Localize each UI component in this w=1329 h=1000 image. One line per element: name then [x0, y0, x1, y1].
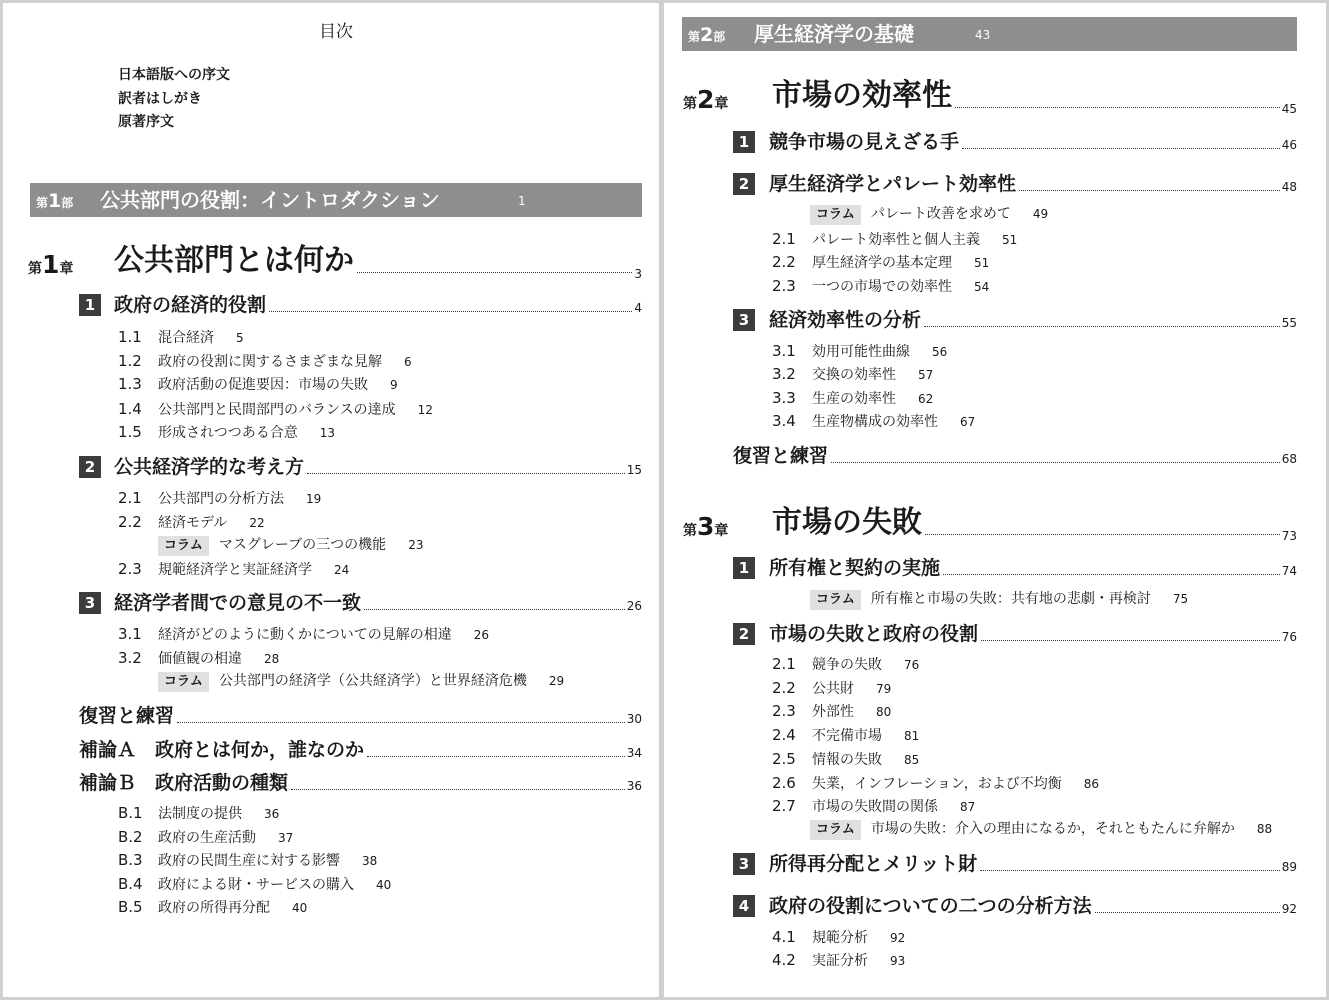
- chapter-label: 第2章: [683, 85, 729, 114]
- section-3[interactable]: [733, 308, 1297, 332]
- subsection-item[interactable]: 2.5 情報の失敗 85: [772, 750, 920, 768]
- subsection-item[interactable]: 4.1 規範分析 92: [772, 928, 906, 946]
- section-page: 34: [626, 746, 642, 760]
- column-item[interactable]: コラム 市場の失敗：介入の理由になるか，それともたんに弁解か 88: [810, 819, 1272, 840]
- section-page: 26: [626, 599, 642, 613]
- section-number-box: 2: [733, 173, 755, 195]
- section-number-box: 2: [79, 456, 101, 478]
- section-number-box: 3: [79, 592, 101, 614]
- section-title: 政府の経済的役割: [114, 294, 267, 316]
- column-tag: コラム: [810, 205, 861, 225]
- subsection-item[interactable]: B.1 法制度の提供 36: [118, 804, 280, 822]
- subsection-item[interactable]: 1.4 公共部門と民間部門のバランスの達成 12: [118, 400, 433, 418]
- subsection-item[interactable]: 1.1 混合経済 5: [118, 328, 244, 346]
- subsection-item[interactable]: B.5 政府の所得再分配 40: [118, 898, 308, 916]
- section-title: 市場の失敗と政府の役割: [769, 623, 979, 645]
- subsection-item[interactable]: 3.4 生産物構成の効率性 67: [772, 412, 976, 430]
- section-title: 補論Ａ 政府とは何か，誰なのか: [79, 739, 365, 761]
- subsection-item[interactable]: 3.3 生産の効率性 62: [772, 389, 934, 407]
- review-exercises[interactable]: [733, 444, 1297, 468]
- chapter-title: 市場の効率性: [772, 78, 952, 113]
- dot-leader: [367, 756, 625, 757]
- section-page: 92: [1281, 902, 1297, 916]
- chapter-page: 3: [634, 267, 642, 281]
- subsection-item[interactable]: 3.1 経済がどのように動くかについての見解の相違 26: [118, 625, 489, 643]
- section-title: 補論Ｂ 政府活動の種類: [79, 772, 289, 794]
- part-label: 第2部: [688, 24, 726, 46]
- chapter-title: 市場の失敗: [772, 505, 922, 540]
- subsection-item[interactable]: 2.3 一つの市場での効率性 54: [772, 277, 990, 295]
- section-page: 74: [1281, 564, 1297, 578]
- chapter-label: 第3章: [683, 512, 729, 541]
- column-item[interactable]: コラム パレート改善を求めて 49: [810, 204, 1048, 225]
- subsection-item[interactable]: 3.1 効用可能性曲線 56: [772, 342, 948, 360]
- subsection-item[interactable]: 2.1 パレート効率性と個人主義 51: [772, 230, 1018, 248]
- front-matter-item[interactable]: 訳者はしがき: [118, 91, 202, 107]
- subsection-item[interactable]: B.3 政府の民間生産に対する影響 38: [118, 851, 378, 869]
- front-matter-item[interactable]: 日本語版への序文: [118, 67, 230, 83]
- section-title: 復習と練習: [79, 705, 175, 727]
- subsection-item[interactable]: 2.1 競争の失敗 76: [772, 655, 920, 673]
- column-item[interactable]: コラム マスグレーブの三つの機能 23: [158, 535, 423, 556]
- subsection-item[interactable]: 1.5 形成されつつある合意 13: [118, 423, 336, 441]
- section-2[interactable]: [79, 455, 642, 479]
- section-title: 経済効率性の分析: [769, 309, 922, 331]
- supplement-b[interactable]: [79, 771, 642, 795]
- section-title: 所有権と契約の実施: [769, 557, 941, 579]
- section-page: 36: [626, 779, 642, 793]
- section-page: 15: [626, 463, 642, 477]
- part-page: 1: [518, 194, 526, 208]
- right-page: [664, 3, 1326, 997]
- subsection-item[interactable]: 4.2 実証分析 93: [772, 951, 906, 969]
- chapter-1[interactable]: [28, 241, 642, 281]
- front-matter-item[interactable]: 原著序文: [118, 114, 174, 130]
- dot-leader: [981, 640, 1280, 641]
- subsection-item[interactable]: 2.2 公共財 79: [772, 679, 892, 697]
- chapter-page: 45: [1281, 102, 1297, 116]
- section-number-box: 3: [733, 853, 755, 875]
- section-title: 政府の役割についての二つの分析方法: [769, 895, 1092, 917]
- chapter-page: 73: [1281, 529, 1297, 543]
- subsection-item[interactable]: B.4 政府による財・サービスの購入 40: [118, 875, 392, 893]
- dot-leader: [831, 462, 1280, 463]
- subsection-item[interactable]: 2.1 公共部門の分析方法 19: [118, 489, 322, 507]
- part-label: 第1部: [36, 190, 74, 212]
- section-page: 55: [1281, 316, 1297, 330]
- section-2[interactable]: [733, 622, 1297, 646]
- section-title: 競争市場の見えざる手: [769, 131, 960, 153]
- part-title: 厚生経済学の基礎: [754, 22, 914, 46]
- subsection-item[interactable]: 2.3 規範経済学と実証経済学 24: [118, 560, 350, 578]
- dot-leader: [925, 534, 1280, 535]
- dot-leader: [1095, 912, 1280, 913]
- section-number-box: 1: [733, 131, 755, 153]
- part-title: 公共部門の役割：イントロダクション: [100, 188, 440, 212]
- section-2[interactable]: [733, 172, 1297, 196]
- subsection-item[interactable]: 2.4 不完備市場 81: [772, 726, 920, 744]
- dot-leader: [357, 272, 632, 273]
- dot-leader: [924, 326, 1280, 327]
- part-page: 43: [975, 28, 991, 42]
- subsection-item[interactable]: 2.2 経済モデル 22: [118, 513, 265, 531]
- section-number-box: 3: [733, 309, 755, 331]
- section-page: 89: [1281, 860, 1297, 874]
- column-tag: コラム: [158, 536, 209, 556]
- chapter-3[interactable]: [683, 503, 1297, 543]
- section-number-box: 4: [733, 895, 755, 917]
- left-page: [3, 3, 659, 997]
- section-number-box: 2: [733, 623, 755, 645]
- section-3[interactable]: [733, 852, 1297, 876]
- column-tag: コラム: [158, 672, 209, 692]
- column-item[interactable]: コラム 所有権と市場の失敗：共有地の悲劇・再検討 75: [810, 589, 1188, 610]
- toc-title: 目次: [319, 22, 353, 42]
- section-page: 76: [1281, 630, 1297, 644]
- column-tag: コラム: [810, 820, 861, 840]
- column-item[interactable]: コラム 公共部門の経済学（公共経済学）と世界経済危機 29: [158, 671, 564, 692]
- section-3[interactable]: [79, 591, 642, 615]
- chapter-label: 第1章: [28, 250, 74, 279]
- column-tag: コラム: [810, 590, 861, 610]
- dot-leader: [980, 870, 1279, 871]
- subsection-item[interactable]: 2.6 失業，インフレーション，および不均衡 86: [772, 774, 1100, 792]
- subsection-item[interactable]: 3.2 交換の効率性 57: [772, 365, 934, 383]
- dot-leader: [943, 574, 1280, 575]
- dot-leader: [291, 789, 625, 790]
- dot-leader: [962, 148, 1280, 149]
- part-1-bar[interactable]: [30, 183, 642, 217]
- subsection-item[interactable]: 2.7 市場の失敗間の関係 87: [772, 797, 976, 815]
- subsection-item[interactable]: 2.3 外部性 80: [772, 702, 892, 720]
- subsection-item[interactable]: 3.2 価値観の相違 28: [118, 649, 280, 667]
- section-page: 46: [1281, 138, 1297, 152]
- dot-leader: [1019, 190, 1280, 191]
- section-number-box: 1: [733, 557, 755, 579]
- chapter-2[interactable]: [683, 76, 1297, 116]
- part-2-bar[interactable]: [682, 17, 1297, 51]
- supplement-a[interactable]: [79, 738, 642, 762]
- dot-leader: [307, 473, 625, 474]
- section-page: 68: [1281, 452, 1297, 466]
- chapter-title: 公共部門とは何か: [114, 243, 354, 278]
- subsection-item[interactable]: 2.2 厚生経済学の基本定理 51: [772, 253, 990, 271]
- subsection-item[interactable]: 1.2 政府の役割に関するさまざまな見解 6: [118, 352, 412, 370]
- section-title: 所得再分配とメリット財: [769, 853, 978, 875]
- review-exercises[interactable]: [79, 704, 642, 728]
- section-1[interactable]: [733, 556, 1297, 580]
- dot-leader: [955, 107, 1280, 108]
- subsection-item[interactable]: B.2 政府の生産活動 37: [118, 828, 294, 846]
- dot-leader: [364, 609, 625, 610]
- section-1[interactable]: [733, 130, 1297, 154]
- dot-leader: [269, 311, 632, 312]
- section-number-box: 1: [79, 294, 101, 316]
- section-title: 経済学者間での意見の不一致: [114, 592, 362, 614]
- section-page: 48: [1281, 180, 1297, 194]
- section-title: 公共経済学的な考え方: [114, 456, 305, 478]
- section-page: 4: [634, 301, 642, 315]
- section-1[interactable]: [79, 293, 642, 317]
- section-title: 復習と練習: [733, 445, 829, 467]
- subsection-item[interactable]: 1.3 政府活動の促進要因：市場の失敗 9: [118, 375, 398, 393]
- section-4[interactable]: [733, 894, 1297, 918]
- dot-leader: [177, 722, 625, 723]
- section-title: 厚生経済学とパレート効率性: [769, 173, 1017, 195]
- section-page: 30: [626, 712, 642, 726]
